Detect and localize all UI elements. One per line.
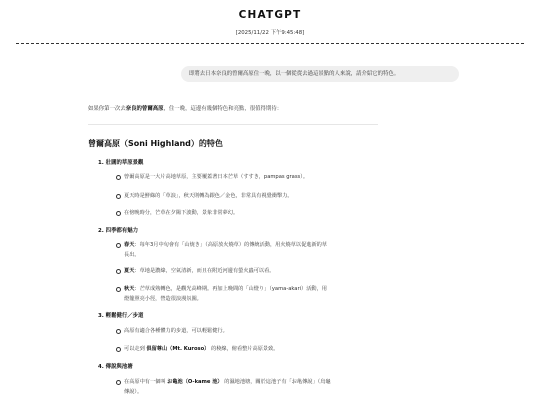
list-item <box>124 191 293 201</box>
list-item <box>124 240 327 260</box>
answer-heading: 曾爾高原（Soni Highland）的特色 <box>88 139 223 148</box>
list-item-bold: お亀池（O-kame 池） <box>167 379 223 385</box>
intro-text-after: ，住一晚，這邊有幾個特色和亮點，很值得期待： <box>163 106 283 112</box>
section-title-4: 4. 傳說與池塘 <box>98 364 133 370</box>
chat-header <box>0 0 540 42</box>
list-item-text-cont: 燈籠照亮小徑，營造很浪漫氛圍。 <box>124 296 202 302</box>
section-title-1: 1. 壯闊的草原景觀 <box>98 160 144 166</box>
list-item-text-cont: 傳說）。 <box>124 389 143 395</box>
user-message-bubble: 即將去日本奈良的曾爾高原住一晚，以一個從從去過這景點的人來說，請介紹它的特色。 <box>181 66 459 82</box>
list-item-bold: 春天 <box>124 242 135 248</box>
list-item-text: 的濕地池塘，關於這池子有「お亀傳說」（烏龜 <box>222 379 331 385</box>
intro-text-before: 如果你第一次去 <box>88 106 126 112</box>
list-item <box>124 266 274 276</box>
list-item <box>124 344 278 354</box>
list-item-text: ：草地是濃綠，空氣清新，而且在附近河邊有螢火蟲可以看。 <box>134 268 275 274</box>
list-item-bold: 夏天 <box>124 268 135 274</box>
assistant-intro <box>88 104 282 112</box>
list-item-text: 高原有適合各種體力的步道，可以輕鬆健行。 <box>124 328 228 334</box>
section-title-2: 2. 四季都有魅力 <box>98 228 139 234</box>
list-item-text: 在傍晚時分，芒草在夕陽下波動，景象非常夢幻。 <box>124 210 239 216</box>
list-item <box>124 208 238 218</box>
list-item <box>124 172 308 182</box>
list-item-bold: 秋天 <box>124 286 135 292</box>
header-divider <box>16 43 524 44</box>
list-item-text: 在高原中有一個叫 <box>124 379 168 385</box>
list-item <box>124 284 327 304</box>
section-rule <box>88 124 378 125</box>
app-title: CHATGPT <box>238 9 302 21</box>
list-item <box>124 326 228 336</box>
timestamp: [2025/11/22 下午9:45:48] <box>235 30 305 36</box>
list-item-text-cont: 長出。 <box>124 252 140 258</box>
list-item-bold: 俱留尊山（Mt. Kuroso） <box>146 346 210 352</box>
list-item <box>124 377 331 397</box>
list-item-text: ：每年3月中旬會有「山焼き」（高原放火燒草）的傳統活動，用火燒草以促進新的草 <box>134 242 328 248</box>
intro-text-bold: 奈良的曾爾高原 <box>125 106 164 112</box>
list-item-text: 可以走到 <box>124 346 147 352</box>
list-item-text: 夏天時是鮮綠的「草浪」，秋天則轉為銀色／金色，非常具有視覺衝擊力。 <box>124 193 293 199</box>
list-item-text: ：芒草成熟轉色，是觀光高峰期。再加上晚間的「山燈り」（yama-akari）活動，用 <box>134 286 327 292</box>
list-item-text: 曾爾高原是一大片高地草原，主要覆蓋著日本芒草（すすき，pampas grass）。 <box>124 174 309 180</box>
list-item-text: 的稜線，俯看整片高原景致。 <box>209 346 279 352</box>
section-title-3: 3. 輕鬆健行／步道 <box>98 313 144 319</box>
